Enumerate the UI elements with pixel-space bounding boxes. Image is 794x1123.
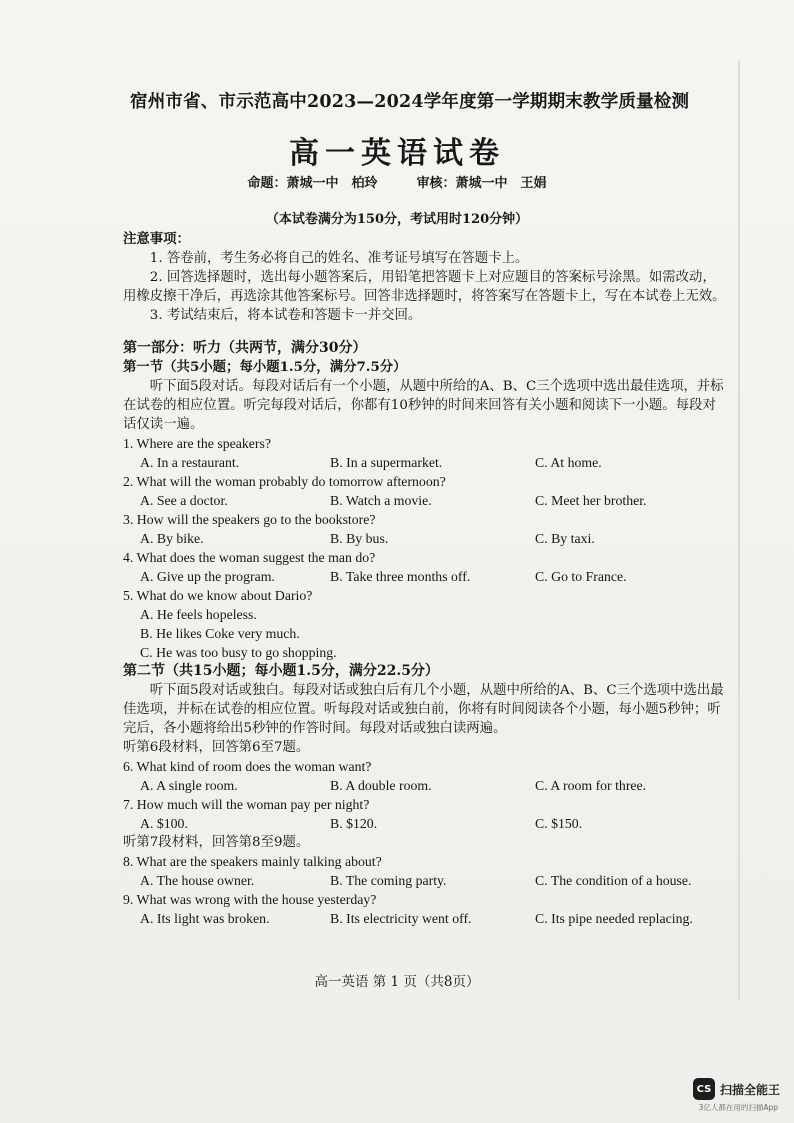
question-options [123,909,728,928]
option-c: C. By taxi. [535,531,595,546]
question-options [123,491,728,510]
notice-heading: 注意事项： [123,231,190,247]
section1-instructions: 听下面5段对话。每段对话后有一个小题，从题中所给的A、B、C三个选项中选出最佳选项，并标在试卷的相应位置。听完每段对话后，你都有10秒钟的时间来回答有关小题和阅读下一小题。每段对话仅读一遍。 [123,379,724,432]
option-c: C. He was too busy to go shopping. [140,645,337,660]
exam-header-line: 宿州市省、市示范高中2023—2024学年度第一学期期末教学质量检测 [130,92,690,112]
material-note: 听第6段材料，回答第6至7题。 [123,740,310,755]
option-b: B. A double room. [330,778,432,793]
option-b: B. Its electricity went off. [330,911,472,926]
option-a: A. He feels hopeless. [140,607,257,622]
question-stem: 6. What kind of room does the woman want? [123,759,372,774]
option-a: A. By bike. [140,531,204,546]
option-a: A. Give up the program. [140,569,275,584]
question-options [123,776,728,795]
exam-content [123,228,728,928]
option-b: B. $120. [330,816,378,831]
page-footer: 高一英语 第 1 页（共8页） [314,974,480,990]
option-c: C. Meet her brother. [535,493,647,508]
question-options [123,871,728,890]
section1-title: 第一节（共5小题；每小题1.5分，满分7.5分） [123,359,407,375]
option-c: C. Go to France. [535,569,627,584]
question-stem: 4. What does the woman suggest the man do? [123,550,376,565]
question-stem: 8. What are the speakers mainly talking about? [123,854,382,869]
option-c: C. Its pipe needed replacing. [535,911,693,926]
authors-line: 命题：萧城一中 柏玲 审核：萧城一中 王娟 [247,176,547,191]
question-stem: 7. How much will the woman pay per night? [123,797,370,812]
option-a: A. See a doctor. [140,493,228,508]
page-title: 高一英语试卷 [289,136,505,171]
option-c: C. $150. [535,816,583,831]
watermark-app-name: 扫描全能王 [719,1082,780,1097]
notice-item-3: 3. 考试结束后，将本试卷和答题卡一并交回。 [149,308,422,323]
option-a: A. A single room. [140,778,238,793]
option-c: C. A room for three. [535,778,647,793]
option-c: C. At home. [535,455,602,470]
option-b: B. Take three months off. [330,569,471,584]
option-a: A. $100. [140,816,188,831]
option-a: A. In a restaurant. [140,455,240,470]
scanner-watermark [693,1078,780,1100]
question-options [123,453,728,472]
option-a: A. Its light was broken. [140,911,270,926]
notice-item-1: 1. 答卷前，考生务必将自己的姓名、准考证号填写在答题卡上。 [149,251,529,266]
option-b: B. In a supermarket. [330,455,443,470]
option-b: B. Watch a movie. [330,493,432,508]
score-info: （本试卷满分为150分，考试用时120分钟） [265,212,529,227]
question-options [123,814,728,833]
notice-item-2: 2. 回答选择题时，选出每小题答案后，用铅笔把答题卡上对应题目的答案标号涂黑。如需改动，用橡皮擦干净后，再选涂其他答案标号。回答非选择题时，将答案写在答题卡上，写在本试卷上无效。 [123,270,726,304]
option-a: A. The house owner. [140,873,255,888]
section2-title: 第二节（共15小题；每小题1.5分，满分22.5分） [123,663,439,679]
question-stem: 2. What will the woman probably do tomorrow afternoon? [123,474,446,489]
option-b: B. The coming party. [330,873,447,888]
option-c: C. The condition of a house. [535,873,692,888]
option-b: B. He likes Coke very much. [140,626,300,641]
question-stem: 1. Where are the speakers? [123,436,271,451]
option-b: B. By bus. [330,531,389,546]
question-stem: 3. How will the speakers go to the bookstore? [123,512,376,527]
camscanner-logo-icon: CS [693,1078,715,1100]
section2-instructions: 听下面5段对话或独白。每段对话或独白后有几个小题，从题中所给的A、B、C三个选项中选出最佳选项，并标在试卷的相应位置。听每段对话或独白前，你将有时间阅读各个小题，每小题5秒钟；听完后，各小题将给出5秒钟的作答时间。每段对话或独白读两遍。 [123,683,724,736]
page-fold-edge [738,60,740,1000]
material-note: 听第7段材料，回答第8至9题。 [123,835,310,850]
question-options [123,529,728,548]
question-stem: 9. What was wrong with the house yesterday? [123,892,377,907]
part1-title: 第一部分：听力（共两节，满分30分） [123,340,367,356]
question-stem: 5. What do we know about Dario? [123,588,313,603]
question-options [123,567,728,586]
watermark-tagline: 3亿人都在用的扫描App [698,1103,778,1112]
